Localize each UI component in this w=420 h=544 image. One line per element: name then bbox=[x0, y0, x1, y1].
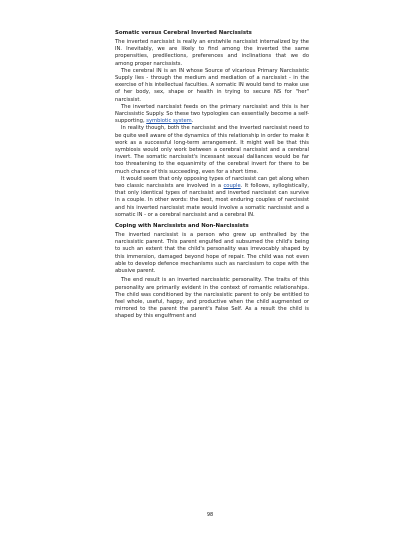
section-heading-coping: Coping with Narcissists and Non-Narcissists bbox=[115, 223, 249, 230]
paragraph-text: The inverted narcissist feeds on the primary narcissist and this is her Narcissistic Supply. So these two typologies can essentially become a self-supporting, bbox=[115, 103, 309, 125]
page-number: 98 bbox=[206, 512, 214, 518]
symbiotic-system-link[interactable]: symbiotic system bbox=[146, 118, 192, 125]
paragraph bbox=[115, 176, 309, 219]
paragraph: The end result is an inverted narcissistic personality. The traits of this personality are primarily evident in the context of romantic relationships. The child was conditioned by the narcissistic parent to only be entitled to feel whole, useful, happy, and productive when the child augmented or mirrored to the parent the parent's False Self. As a result the child is shaped by this engulfment and bbox=[115, 277, 309, 320]
paragraph-text: . bbox=[191, 118, 194, 125]
couple-link[interactable]: couple bbox=[223, 183, 241, 190]
paragraph: The inverted narcissist is really an erstwhile narcissist internalized by the IN. Inevitably, we are likely to find among the inverted the same propensities, predilections, preferences and inclinations that we do among proper narcissists. bbox=[115, 39, 309, 67]
page-body bbox=[115, 30, 309, 321]
paragraph: The inverted narcissist is a person who grew up enthralled by the narcissistic parent. This parent engulfed and subsumed the child's being to such an extent that the child's personality was irrevocably shaped by this immersion, damaged beyond hope of repair. The child was not even able to develop defence mechanisms such as narcissism to cope with the abusive parent. bbox=[115, 232, 309, 275]
paragraph: The cerebral IN is an IN whose Source of vicarious Primary Narcissistic Supply lies - through the medium and mediation of a narcissist - in the exercise of his intellectual faculties. A somatic IN would tend to make use of her body, sex, shape or health in trying to secure NS for "her" narcissist. bbox=[115, 67, 309, 103]
paragraph-text: . It follows, syllogistically, that only identical types of narcissist and inverted narcissist can survive in a couple. In other words: the best, most enduring couples of narcissist and his inverted narcissist mate would involve a somatic narcissist and a somatic IN - or a cerebral narcissist and a cerebral IN. bbox=[115, 183, 309, 218]
section-heading-somatic-vs-cerebral: Somatic versus Cerebral Inverted Narcissists bbox=[115, 30, 252, 36]
paragraph-text: It would seem that only opposing types of narcissist can get along when two classic narcissists are involved in a bbox=[115, 175, 309, 190]
paragraph bbox=[115, 104, 309, 126]
paragraph: In reality though, both the narcissist and the inverted narcissist need to be quite well aware of the dynamics of this relationship in order to make it work as a successful long-term arrangement. It might well be that this symbiosis would only work between a cerebral narcissist and a cerebral invert. The somatic narcissist's incessant sexual dalliances would be far too threatening to the equanimity of the cerebral invert for there to be much chance of this succeeding, even for a short time. bbox=[115, 125, 309, 175]
